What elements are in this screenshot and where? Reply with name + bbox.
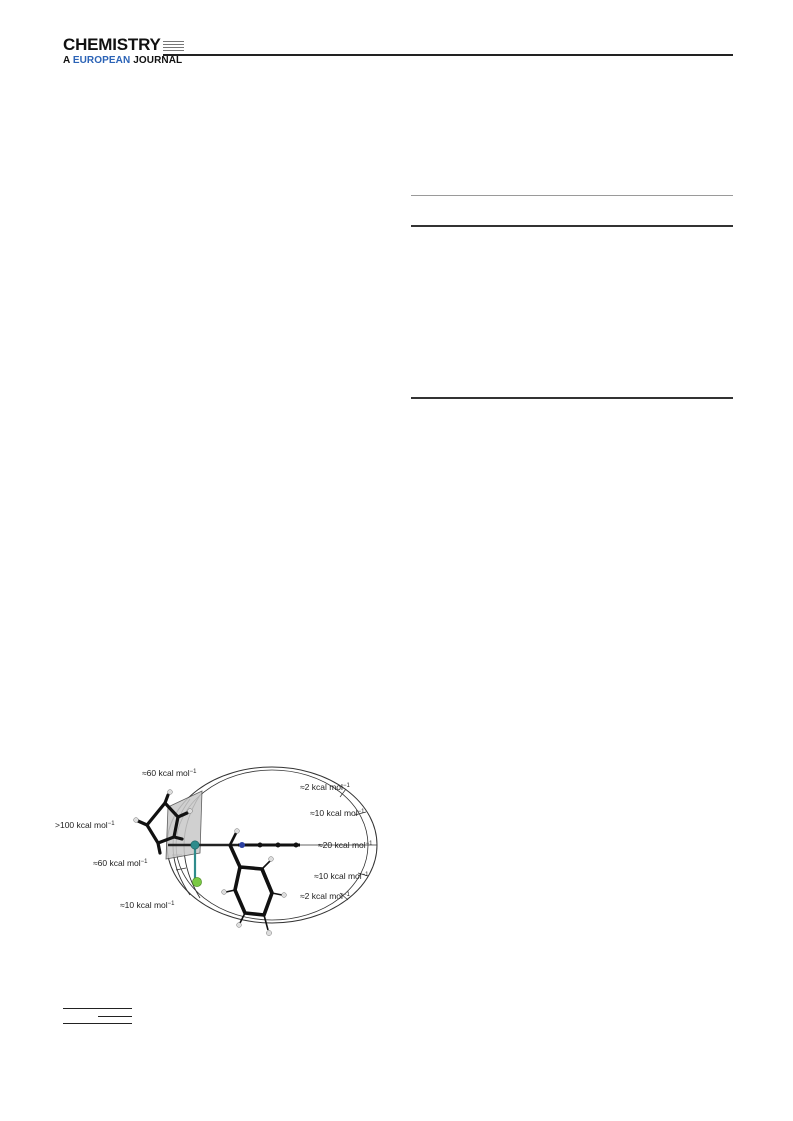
metal-atom bbox=[191, 841, 199, 849]
energy-label-right-bottom: ≈2 kcal mol$^{-1}$ bbox=[300, 891, 350, 901]
carbon-atom bbox=[276, 843, 281, 848]
ch2-bond bbox=[230, 833, 236, 845]
energy-label-right-lower: ≈10 kcal mol$^{-1}$ bbox=[314, 871, 369, 881]
logo-stripe bbox=[163, 50, 184, 51]
energy-label-right-upper: ≈10 kcal mol$^{-1}$ bbox=[310, 808, 365, 818]
logo-stripe bbox=[163, 41, 184, 42]
subtitle-accent: EUROPEAN bbox=[72, 55, 131, 66]
journal-logo-title bbox=[63, 35, 161, 55]
energy-label-right-mid: ≈20 kcal mol$^{-1}$ bbox=[318, 840, 373, 850]
subtitle-suffix: JOURNAL bbox=[130, 55, 183, 66]
energy-label-left: >100 kcal mol$^{-1}$ bbox=[55, 820, 115, 830]
logo-stripe bbox=[163, 44, 184, 45]
carbon-atom bbox=[258, 843, 263, 848]
energy-label-bottom-left: ≈10 kcal mol$^{-1}$ bbox=[120, 900, 175, 910]
table-bottom-rule bbox=[411, 397, 733, 399]
energy-label-lower-left: ≈60 kcal mol$^{-1}$ bbox=[93, 858, 148, 868]
phenyl-ring bbox=[230, 845, 272, 915]
journal-logo-subtitle bbox=[63, 55, 182, 67]
header-rule bbox=[163, 54, 733, 56]
energy-sphere-figure bbox=[50, 755, 390, 960]
subtitle-prefix: A bbox=[63, 55, 73, 66]
energy-label-right-top: ≈2 kcal mol$^{-1}$ bbox=[300, 782, 350, 792]
table-top-rule bbox=[411, 195, 733, 196]
journal-name: CHEMISTRY bbox=[63, 35, 161, 54]
table-header-rule bbox=[411, 225, 733, 227]
logo-stripe bbox=[163, 47, 184, 48]
hydrogen-atom bbox=[235, 829, 240, 834]
nitrogen-atom bbox=[239, 842, 245, 848]
footnote-rule bbox=[63, 1023, 132, 1024]
footnote-rule bbox=[98, 1016, 132, 1017]
energy-label-top: ≈60 kcal mol$^{-1}$ bbox=[142, 768, 197, 778]
footnote-rule bbox=[63, 1008, 132, 1009]
chlorine-atom bbox=[192, 877, 201, 886]
carbon-atom bbox=[294, 843, 299, 848]
